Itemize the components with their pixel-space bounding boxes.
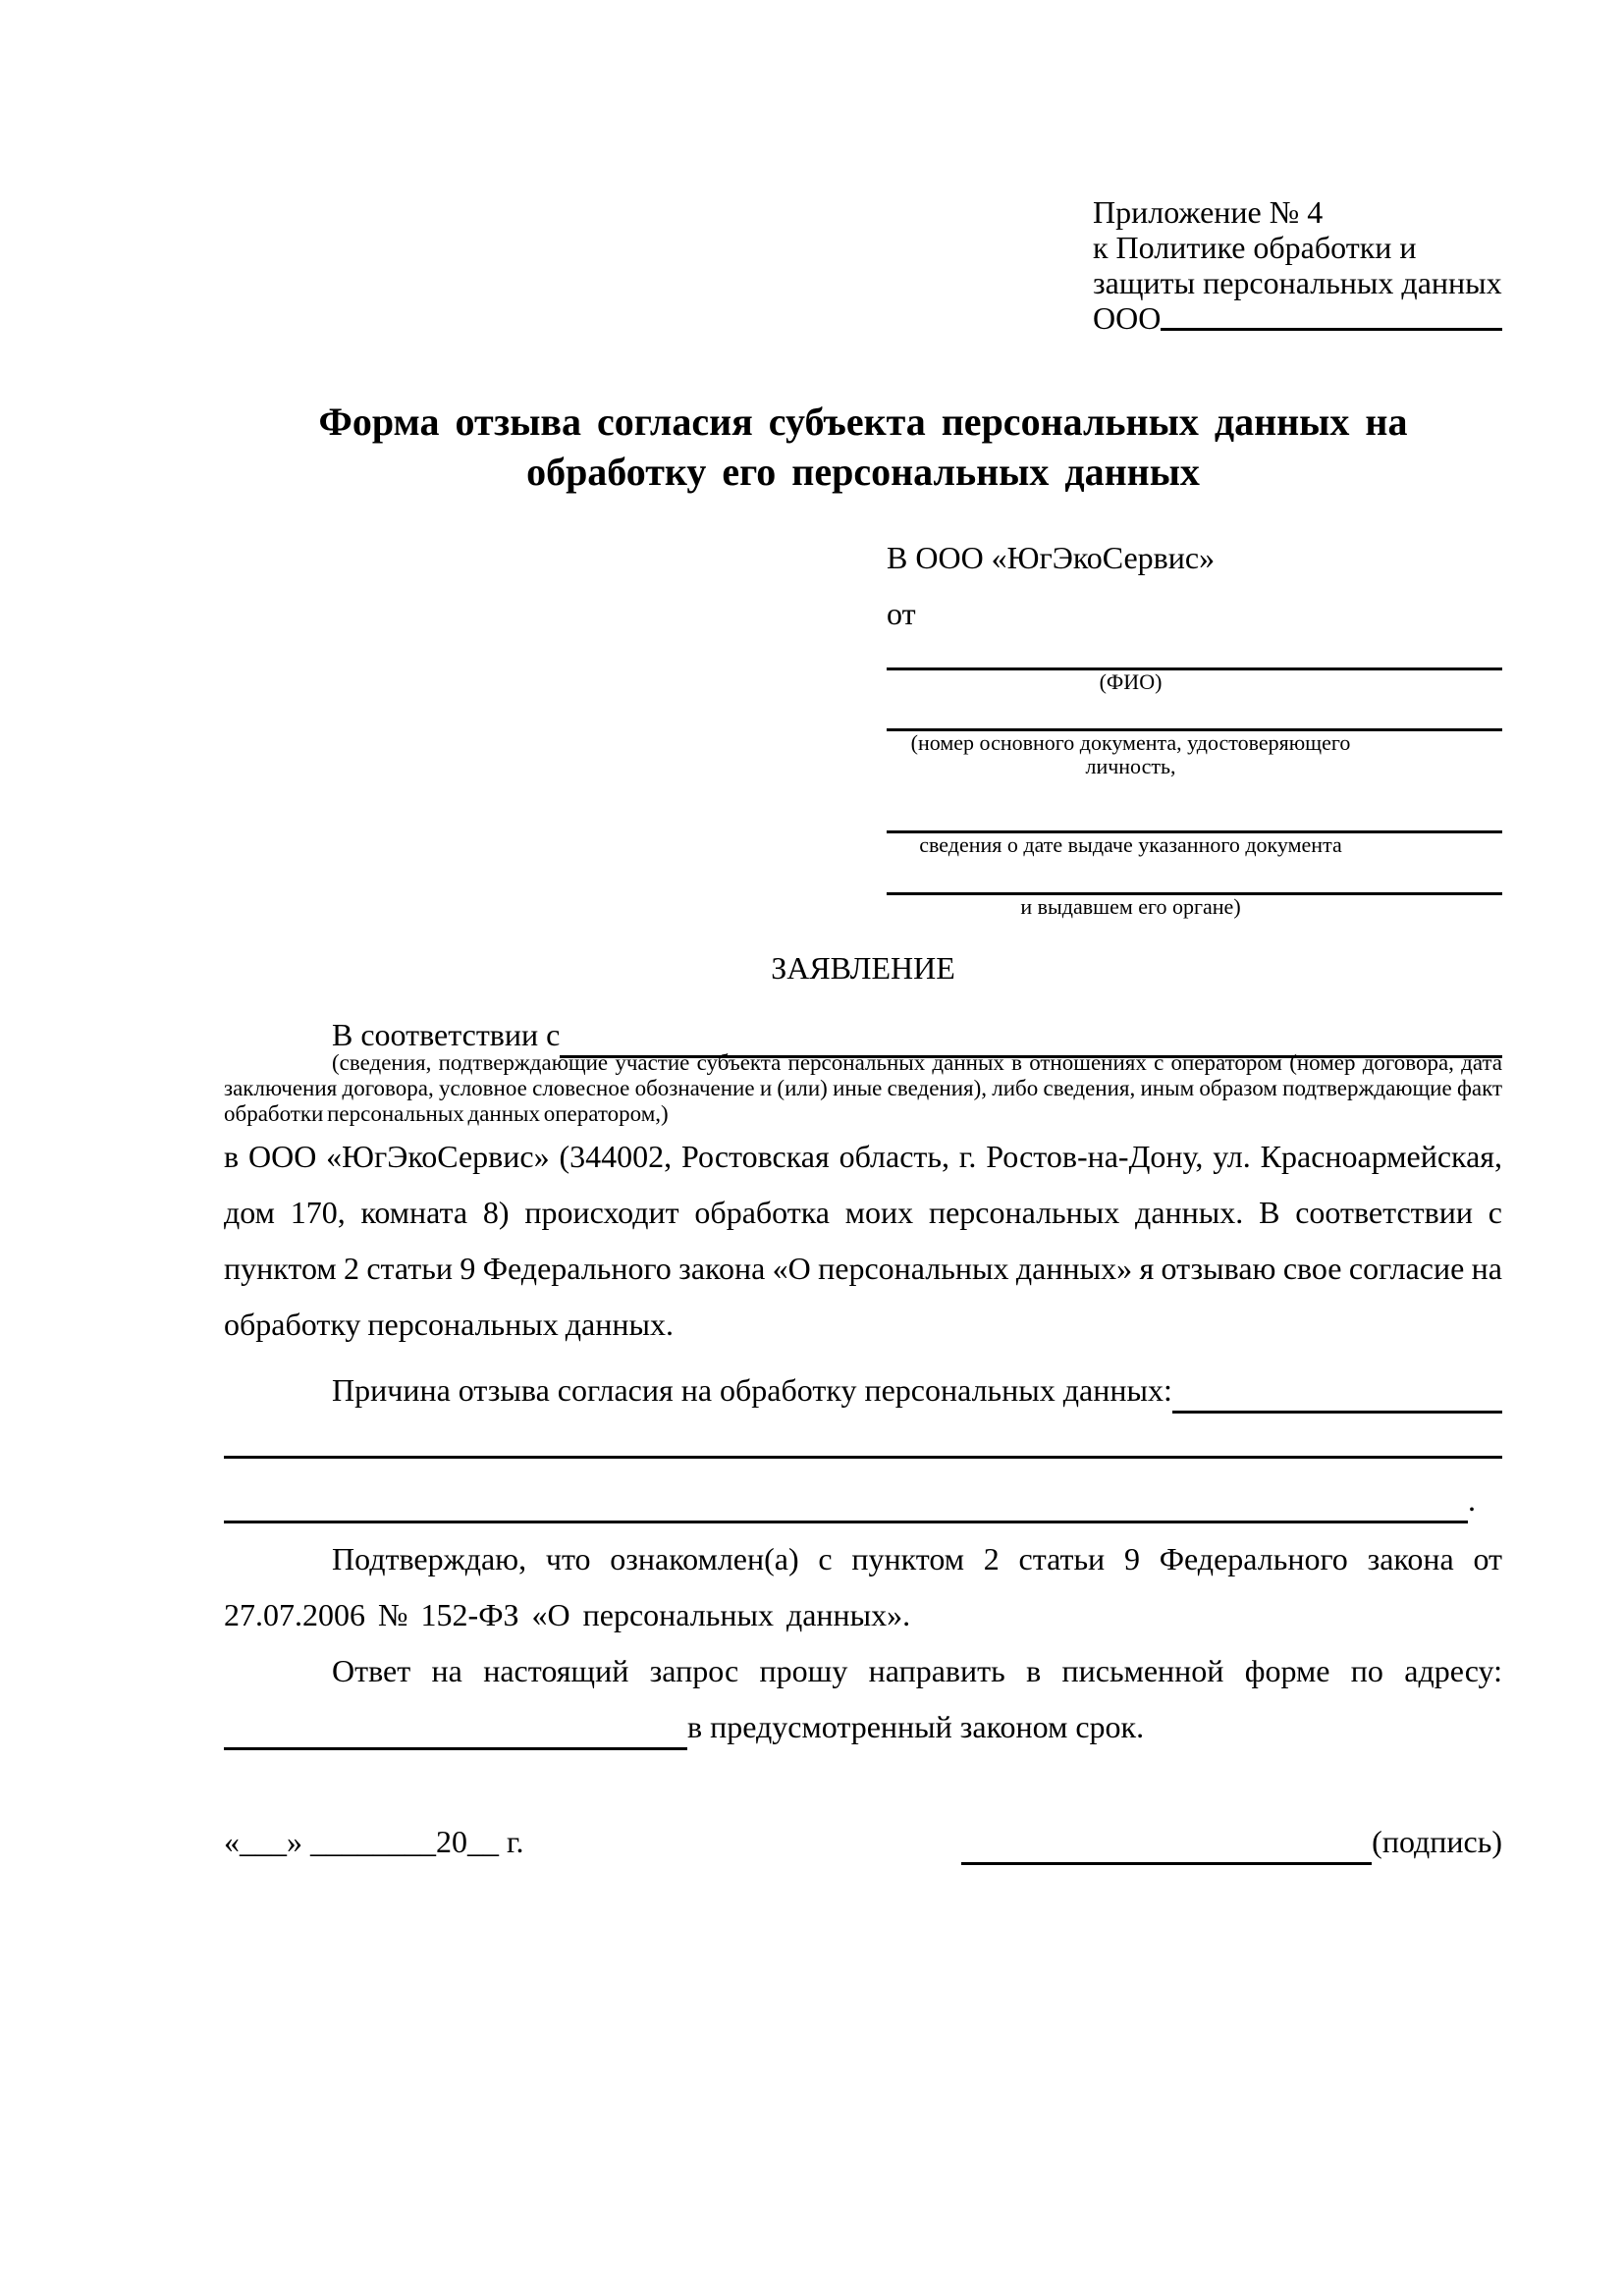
from-label: от [887,596,916,631]
org-name-blank-line[interactable] [1161,300,1502,331]
annex-note [1093,194,1502,336]
date-blank[interactable]: «___» ________20__ г. [224,1824,524,1859]
confirmation-paragraph: Подтверждаю, что ознакомлен(а) с пунктом 2 статьи 9 Федерального закона от 27.07.2006 № 152-ФЗ «О персональных данных». [224,1541,1502,1632]
body-paragraph: в ООО «ЮгЭкоСервис» (344002, Ростовская область, г. Ростов-на-Дону, ул. Красноармейская, дом 170, комната 8) происходит обработка моих персональных данных. В соответствии с пунктом 2 статьи 9 Федерального закона «О персональных данных» я отзываю свое согласие на обработку персональных данных. [224,1139,1502,1342]
annex-line: защиты персональных данных [1093,265,1502,300]
response-request-line: Ответ на настоящий запрос прошу направить в письменной форме по адресу: [332,1653,1502,1688]
basis-prefix: В соответствии с [332,1017,561,1052]
reason-row [224,1362,1502,1418]
doc-issuer-caption: и выдавшем его органе) [1020,894,1241,919]
reason-blank-row-3 [224,1472,1502,1528]
reason-label: Причина отзыва согласия на обработку персональных данных: [332,1372,1172,1408]
signature-group [961,1814,1502,1870]
address-blank-line[interactable] [224,1699,687,1750]
basis-note: (сведения, подтверждающие участие субъекта персональных данных в отношениях с оператором (номер договора, дата заключения договора, условное словесное обозначение и (или) иные сведения), либо сведения, иным образом подтверждающие факт обработки персональных данных оператором,) [224,1050,1502,1126]
annex-line: к Политике обработки и [1093,230,1417,265]
reason-blank-line[interactable] [1172,1362,1502,1414]
statement-heading: ЗАЯВЛЕНИЕ [771,950,955,986]
reason-blank-line-2[interactable] [224,1456,1502,1459]
reason-blank-line-3[interactable] [224,1472,1468,1523]
doc-number-caption: (номер основного документа, удостоверяющего личность, [910,730,1351,778]
addressee-block [887,530,1502,919]
addressee-org: В ООО «ЮгЭкоСервис» [887,540,1216,575]
signature-blank-line[interactable] [961,1814,1372,1865]
reason-terminator: . [1468,1482,1476,1518]
footer-row [224,1814,1502,1870]
signature-caption: (подпись) [1372,1824,1502,1859]
response-suffix: в предусмотренный законом срок. [687,1709,1145,1744]
org-prefix: ООО [1093,300,1162,336]
doc-date-caption: сведения о дате выдаче указанного документа [919,832,1342,857]
page-title: Форма отзыва согласия субъекта персональных данных на обработку его персональных данных [318,400,1408,494]
fio-caption: (ФИО) [1099,669,1163,694]
annex-line: Приложение № 4 [1093,194,1324,230]
response-address-row [224,1699,1502,1755]
